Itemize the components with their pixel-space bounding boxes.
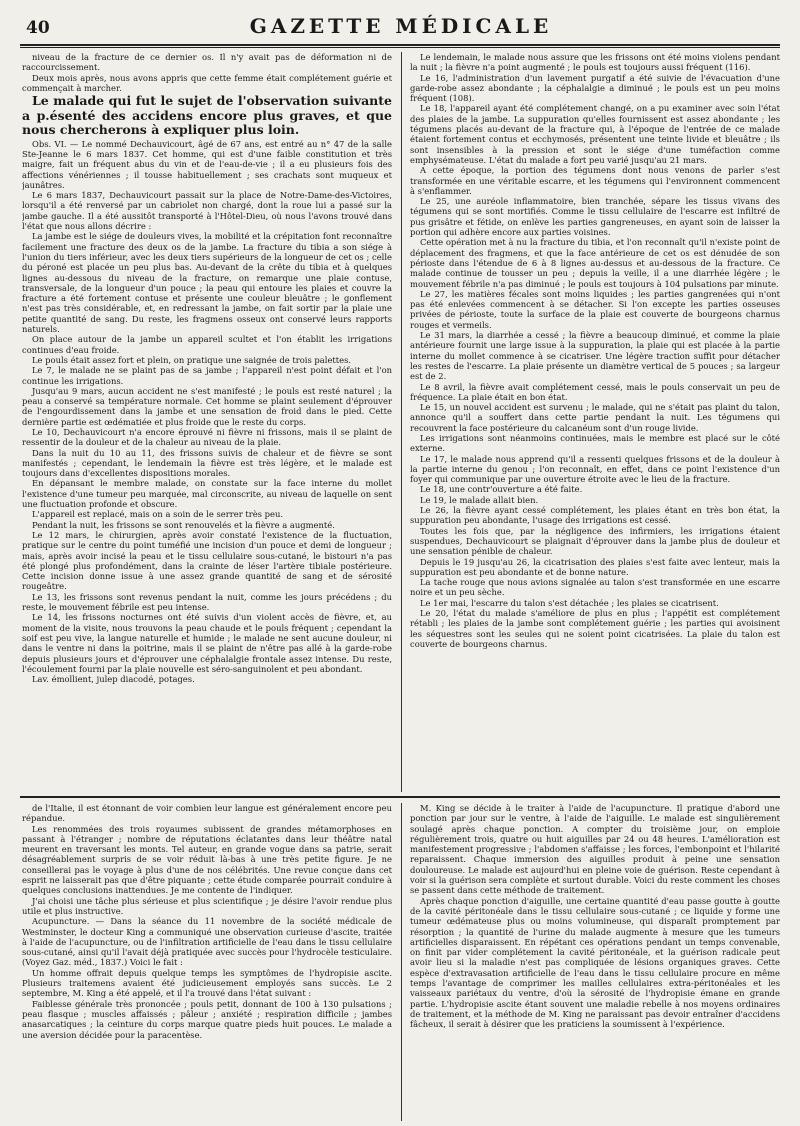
paragraph: Le 14, les frissons nocturnes ont été suivis d'un violent accès de fièvre, et, au moment de la visite, nous trouvons la peau chaude et le pouls fréquent ; cependant la soif est peu vive, la langue naturelle et humide ; le malade ne sent aucune douleur, ni dans le ventre ni dans la poitrine, mais il se plaint de n'être pas allé à la garde-robe depuis plusieurs jours et d'éprouver une céphalalgie frontale assez intense. Du reste, l'écoulement fourni par la plaie nouvelle est séro-sanguinolent et peu abondant. [22, 612, 392, 674]
paragraph: Cette opération met à nu la fracture du tibia, et l'on reconnaît qu'il n'existe point de déplacement des fragmens, et que la face antérieure de cet os est dénudée de son périoste dans l'étendue de 6 à 8 lignes au-dessus et au-dessous de la fracture. Ce malade continue de tousser un peu ; depuis la veille, il a une diarrhée légère ; le mouvement fébrile n'a pas diminué ; le pouls est toujours à 104 pulsations par minute. [410, 237, 780, 289]
paragraph: L'appareil est replacé, mais on a soin de le serrer très peu. [32, 509, 284, 520]
header-rule-thin [20, 47, 780, 48]
paragraph: Le 10, Dechauvicourt n'a encore éprouvé ni fièvre ni frissons, mais il se plaint de ressentir de la douleur et de la chaleur au niveau de la plaie. [22, 427, 392, 448]
paragraph: Le 26, la fièvre ayant cessé complétement, les plaies étant en très bon état, la suppuration peu abondante, l'usage des irrigations est cessé. [410, 505, 780, 526]
paragraph: La jambe est le siége de douleurs vives, la mobilité et la crépitation font reconnaître facilement une fracture des deux os de la jambe. La fracture du tibia a son siége à l'union du tiers inférieur, avec les deux tiers supérieurs de la longueur de cet os ; celle du péroné est placée un peu plus bas. Au-devant de la crête du tibia et à quelques lignes au-dessous du niveau de la fracture, on remarque une plaie contuse, transversale, de la longueur d'un pouce ; la peau qui entoure les plaies et couvre la fracture a été fortement contuse et présente une couleur bleuâtre ; le gonflement n'est pas très considérable, et, en redressant la jambe, on fait sortir par la plaie une petite quantité de sang. Du reste, les fragmens osseux ont conservé leurs rapports naturels. [22, 231, 392, 335]
paragraph: Jusqu'au 9 mars, aucun accident ne s'est manifesté ; le pouls est resté naturel ; la peau a conservé sa température normale. Cet homme se plaint seulement d'éprouver de l'engourdissement dans la jambe et une sensation de froid dans le pied. Cette dernière partie est œdématiée et plus froide que le reste du corps. [22, 385, 392, 427]
paragraph: Les renommées des trois royaumes subissent de grandes métamorphoses en passant à l'étranger ; nombre de réputations éclatantes dans leur théâtre natal meurent en traversant les monts. Tel auteur, en grande vogue dans sa patrie, serait désagréablement surpris de se voir réduit là-bas à une très petite figure. Je ne conseillerai pas le voyage à plus d'une de nos célébrités. Une revue conçue dans cet esprit ne laisserait pas que d'être piquante ; cette étude comparée pourrait conduire à quelques conclusions inattendues. Je me contente de l'indiquer. [22, 823, 392, 896]
paragraph: J'ai choisi une tâche plus sérieuse et plus scientifique ; je désire l'avoir rendue plus utile et plus instructive. [22, 895, 392, 916]
paragraph: Le 18, une contr'ouverture a été faite. [420, 484, 583, 495]
paragraph: Le 25, une auréole inflammatoire, bien tranchée, sépare les tissus vivans des tégumens qui se sont mortifiés. Comme le tissu cellulaire de l'escarre est infiltré de pus grisâtre et fétide, on enlève les parties gangreneuses, en ayant soin de laisser la portion qui adhère encore aux parties voisines. [410, 196, 780, 238]
column-top-right [410, 52, 780, 792]
paragraph: En dépansant le membre malade, on constate sur la face interne du mollet l'existence d'une tumeur peu marquée, mal circonscrite, au niveau de laquelle on sent une fluctuation profonde et obscure. [22, 478, 392, 510]
journal-title: GAZETTE MÉDICALE [249, 14, 553, 38]
paragraph: Dans la nuit du 10 au 11, des frissons suivis de chaleur et de fièvre se sont manifestés ; cependant, le lendemain la fièvre est très légère, et le malade est toujours dans d'excellentes dispositions morales. [22, 447, 392, 479]
paragraph: Obs. VI. — Le nommé Dechauvicourt, âgé de 67 ans, est entré au n° 47 de la salle Ste-Jeanne le 6 mars 1837. Cet homme, qui est d'une faible constitution et très maigre, fait un fréquent abus du vin et de l'eau-de-vie ; il a eu plusieurs fois des affections vénériennes ; il tousse habituellement ; ses crachats sont muqueux et jaunâtres. [22, 138, 392, 190]
paragraph: Le 13, les frissons sont revenus pendant la nuit, comme les jours précédens ; du reste, le mouvement fébrile est peu intense. [22, 591, 392, 613]
paragraph: Pendant la nuit, les frissons se sont renouvelés et la fièvre a augmenté. [32, 519, 335, 530]
paragraph: Lav. émollient, julep diacodé, potages. [32, 674, 195, 685]
paragraph: Le pouls était assez fort et plein, on pratique une saignée de trois palettes. [32, 354, 352, 365]
column-divider-bottom [401, 803, 402, 1121]
paragraph: Le 18, l'appareil ayant été complétement changé, on a pu examiner avec soin l'état des plaies de la jambe. La suppuration qu'elles fournissent est assez abondante ; les tégumens placés au-devant de la fracture qui, à l'époque de l'entrée de ce malade étaient fortement contus et ecchymosés, présentent une teinte livide et bleuâtre ; ils sont insensibles à la pression et sont le siége d'une tuméfaction comme emphysémateuse. L'état du malade a fort peu varié jusqu'au 21 mars. [410, 103, 780, 165]
paragraph: Faiblesse générale très prononcée ; pouls petit, donnant de 100 à 130 pulsations ; peau flasque ; muscles affaissés ; pâleur ; anxiété ; respiration difficile ; jambes anasarcatiques ; la ceinture du corps marque quatre pieds huit pouces. Le malade a une aversion décidée pour la paracentèse. [22, 998, 392, 1040]
paragraph: de l'Italie, il est étonnant de voir combien leur langue est généralement encore peu répandue. [22, 803, 392, 824]
header-rule [20, 44, 780, 46]
paragraph: Deux mois après, nous avons appris que cette femme était complétement guérie et commençait à marcher. [22, 72, 392, 93]
paragraph: Le 20, l'état du malade s'améliore de plus en plus ; l'appétit est complétement rétabli ; les plaies de la jambe sont complétement guérie ; les parties qui avoisinent les séquestres sont les seules qui ne soient point cicatrisées. La plaie du talon est couverte de bourgeons charnus. [410, 608, 780, 649]
paragraph: Un homme offrait depuis quelque temps les symptômes de l'hydropisie ascite. Plusieurs traitemens avaient été judicieusement employés sans succès. Le 2 septembre, M. King a été appelé, et il l'a trouvé dans l'état suivant : [22, 967, 392, 999]
column-top-left [22, 52, 392, 790]
paragraph: niveau de la fracture de ce dernier os. Il n'y avait pas de déformation ni de raccourcissement. [22, 52, 392, 73]
column-bottom-left [22, 803, 392, 1121]
section-rule [20, 796, 780, 798]
paragraph: Le 15, un nouvel accident est survenu ; le malade, qui ne s'était pas plaint du talon, annonce qu'il a souffert dans cette partie pendant la nuit. Les tégumens qui recouvrent la face postérieure du calcanéum sont d'un rouge livide. [410, 402, 780, 433]
paragraph: Le 6 mars 1837, Dechauvicourt passait sur la place de Notre-Dame-des-Victoires, lorsqu'il a été renversé par un cabriolet non chargé, dont la roue lui a passé sur la jambe gauche. Il a été aussitôt transporté à l'Hôtel-Dieu, où nous l'avons trouvé dans l'état que nous allons décrire : [22, 190, 392, 232]
column-divider-top [401, 52, 402, 792]
paragraph: Acupuncture. — Dans la séance du 11 novembre de la société médicale de Westminster, le docteur King a communiqué une observation curieuse d'ascite, traitée à l'aide de l'acupuncture, ou de l'infiltration artificielle de l'eau dans le tissu cellulaire sous-cutané, ainsi qu'il l'avait déjà pratiquée avec succès pour l'hydrocèle testiculaire. (Voyez Gaz. méd., 1837.) Voici le fait : [22, 916, 392, 968]
section-lead: Le malade qui fut le sujet de l'observation suivante a p.ésenté des accidens encore plus graves, et que nous chercherons à expliquer plus loin. [22, 93, 392, 138]
column-bottom-right [410, 803, 780, 1121]
page-header [20, 14, 782, 42]
paragraph: La tache rouge que nous avions signalée au talon s'est transformée en une escarre noire et un peu sèche. [410, 577, 780, 598]
paragraph: Après chaque ponction d'aiguille, une certaine quantité d'eau passe goutte à goutte de la cavité péritonéale dans le tissu cellulaire sous-cutané ; ce liquide y forme une tumeur œdémateuse plus ou moins volumineuse, qui disparaît promptement par résorption ; la quantité de l'urine du malade augmente à mesure que les tumeurs artificielles disparaissent. En répétant ces opérations pendant un temps convenable, on finit par vider complétement la cavité péritonéale, et la guérison radicale peut avoir lieu si la maladie n'est pas compliquée de lésions organiques graves. Cette espèce d'extravasation artificielle de l'eau dans le tissu cellulaire procure en même temps l'avantage de comprimer les mailles cellulaires extra-péritonéales et les vaisseaux pariétaux du ventre, d'où la sérosité de l'hydropisie émane en grande partie. L'hydropisie ascite étant souvent une maladie rebelle à nos moyens ordinaires de traitement, et la méthode de M. King ne paraissant pas devoir entraîner d'accidens fâcheux, il serait à désirer que les praticiens la soumissent à l'expérience. [410, 895, 780, 1030]
paragraph: A cette époque, la portion des tégumens dont nous venons de parler s'est transformée en une véritable escarre, et les tégumens qui l'environnent commencent à s'enflammer. [410, 165, 780, 196]
paragraph: Le 7, le malade ne se plaint pas de sa jambe ; l'appareil n'est point défait et l'on continue les irrigations. [22, 365, 392, 386]
page-number: 40 [26, 18, 50, 38]
paragraph: Le 16, l'administration d'un lavement purgatif a été suivie de l'évacuation d'une garde-robe assez abondante ; la céphalalgie a diminué ; le pouls est un peu moins fréquent (108). [410, 72, 780, 104]
paragraph: Depuis le 19 jusqu'au 26, la cicatrisation des plaies s'est faite avec lenteur, mais la suppuration est peu abondante et de bonne nature. [410, 556, 780, 577]
paragraph: Le 31 mars, la diarrhée a cessé ; la fièvre a beaucoup diminué, et comme la plaie antérieure fournit une large issue à la suppuration, la plaie qui est placée à la partie interne du mollet commence à se cicatriser. Une légère traction suffit pour détacher les restes de l'escarre. La plaie présente un diamètre vertical de 5 pouces ; sa largeur est de 2. [410, 330, 780, 382]
paragraph: Le 19, le malade allait bien. [420, 494, 539, 505]
paragraph: Le 8 avril, la fièvre avait complétement cessé, mais le pouls conservait un peu de fréquence. La plaie était en bon état. [410, 381, 780, 402]
paragraph: On place autour de la jambe un appareil scultet et l'on établit les irrigations continues d'eau froide. [22, 334, 392, 355]
paragraph: Le 12 mars, le chirurgien, après avoir constaté l'existence de la fluctuation, pratique sur le centre du point tuméfié une incision d'un pouce et demi de longueur ; mais, après avoir incisé la peau et le tissu cellulaire sous-cutané, le bistouri n'a pas été plongé plus profondément, dans la crainte de léser l'artère tibiale postérieure. Cette incision donne issue à une assez grande quantité de sang et de sérosité rougeâtre. [22, 529, 392, 592]
paragraph: Le 1er mai, l'escarre du talon s'est détachée ; les plaies se cicatrisent. [420, 597, 719, 608]
paragraph: Le 17, le malade nous apprend qu'il a ressenti quelques frissons et de la douleur à la partie interne du genou ; l'on reconnaît, en effet, dans ce point l'existence d'un foyer qui communique par une ouverture étroite avec le lieu de la fracture. [410, 453, 780, 485]
paragraph: Les irrigations sont néanmoins continuées, mais le membre est placé sur le côté externe. [410, 432, 780, 454]
paragraph: Le 27, les matières fécales sont moins liquides ; les parties gangrenées qui n'ont pas été enlevées commencent à se détacher. Si l'on excepte les parties osseuses privées de périoste, toute la surface de la plaie est couverte de bourgeons charnus rouges et vermeils. [410, 288, 780, 330]
paragraph: Le lendemain, le malade nous assure que les frissons ont été moins violens pendant la nuit ; la fièvre n'a point augmenté ; le pouls est toujours aussi fréquent (116). [410, 52, 780, 73]
paragraph: M. King se décide à le traiter à l'aide de l'acupuncture. Il pratique d'abord une ponction par jour sur le ventre, à l'aide de l'aiguille. Le malade est singulièrement soulagé après chaque ponction. A compter du troisième jour, on emploie régulièrement trois, quatre ou huit aiguilles par 24 ou 48 heures. L'amélioration est manifestement progressive ; l'abdomen s'affaisse ; les forces, l'embonpoint et l'hilarité reparaissent. Chaque immersion des aiguilles produit à peine une sensation douloureuse. Le malade est aujourd'hui en pleine voie de guérison. Reste cependant à voir si la guérison sera complète et surtout durable. Voici du reste comment les choses se passent dans cette méthode de traitement. [410, 803, 780, 896]
paragraph: Toutes les fois que, par la négligence des infirmiers, les irrigations étaient suspendues, Dechauvicourt se plaignait d'éprouver dans la jambe plus de douleur et une sensation pénible de chaleur. [410, 525, 780, 557]
